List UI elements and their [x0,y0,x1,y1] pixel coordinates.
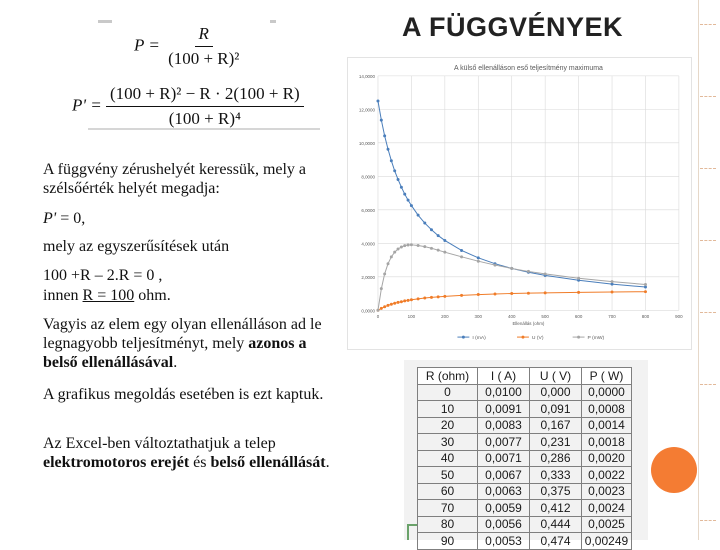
data-point [376,309,379,312]
table-row [418,401,632,418]
table-row [418,533,632,550]
cell-power: 0,0023 [582,483,632,500]
paragraph-conclusion [43,315,343,372]
formula-derivative [72,84,304,129]
cell-current: 0,0067 [478,467,530,484]
data-point [410,243,413,246]
y-tick-label: 4,0000 [361,241,375,247]
formula-power [134,24,243,69]
x-tick-label: 200 [441,314,449,320]
excel-end: . [325,454,330,471]
data-point [383,305,386,308]
formula-lhs: P' = [72,95,102,115]
data-point [400,186,403,189]
border-dash [700,168,716,169]
data-point [437,234,440,237]
x-tick-label: 400 [508,314,516,320]
formula-lhs: P = [134,35,160,55]
cell-resistance: 30 [418,434,478,451]
cell-resistance: 60 [418,483,478,500]
y-tick-label: 14,0000 [358,73,375,79]
formula-denominator: (100 + R)² [168,49,240,68]
power-maximum-chart [347,57,692,350]
data-point [577,291,580,294]
cell-voltage: 0,444 [530,516,582,533]
data-point [430,228,433,231]
table-row [418,467,632,484]
x-tick-label: 100 [407,314,416,320]
cell-current: 0,0063 [478,483,530,500]
data-point [430,296,433,299]
data-point [410,204,413,207]
data-point [387,148,390,151]
data-point [400,245,403,248]
cell-resistance: 70 [418,500,478,517]
cell-resistance: 40 [418,450,478,467]
cell-voltage: 0,333 [530,467,582,484]
header-current: I ( A) [478,368,530,385]
data-point [443,251,446,254]
table-row [418,483,632,500]
data-point [443,295,446,298]
cell-current: 0,0059 [478,500,530,517]
legend-label: I (mA) [472,336,486,342]
paragraph-result [43,286,343,305]
data-point [644,283,647,286]
table-row [418,516,632,533]
formula-fraction [164,24,243,69]
x-tick-label: 800 [641,314,650,320]
cell-power: 0,0020 [582,450,632,467]
y-tick-label: 12,0000 [358,107,375,113]
data-point [423,222,426,225]
table-header-row [418,368,632,385]
data-point [510,292,513,295]
data-point [443,239,446,242]
data-point [577,277,580,280]
data-point [544,272,547,275]
data-point [510,267,513,270]
cell-current: 0,0077 [478,434,530,451]
data-point [477,260,480,263]
cell-power: 0,0018 [582,434,632,451]
legend-label: U (V) [531,336,544,342]
data-point [403,299,406,302]
border-dash [700,24,716,25]
data-point [390,255,393,258]
y-tick-label: 2,0000 [361,274,375,280]
x-tick-label: 700 [608,314,616,320]
data-point [477,256,480,259]
data-point [383,272,386,275]
data-point [423,245,426,248]
table-row [418,500,632,517]
cell-resistance: 0 [418,384,478,401]
data-point [390,159,393,162]
data-point [477,293,480,296]
result-unit: ohm. [134,287,171,304]
data-point [397,178,400,181]
data-point [376,100,379,103]
data-point [644,290,647,293]
legend-marker [577,336,580,339]
data-point [400,300,403,303]
data-point [393,169,396,172]
formula-denominator: (100 + R)⁴ [168,109,241,128]
cell-resistance: 90 [418,533,478,550]
cell-voltage: 0,474 [530,533,582,550]
data-point [527,270,530,273]
data-point [494,293,497,296]
data-point [407,299,410,302]
decorative-green-mark [407,524,417,540]
x-tick-label: 500 [541,314,549,320]
excel-emphasis-resistance: belső ellenállását [210,454,326,471]
slide-title: A FÜGGVÉNYEK [402,12,624,42]
conclusion-end: . [173,354,178,371]
data-point [397,301,400,304]
measurement-table [417,367,632,550]
data-point [407,199,410,202]
cell-voltage: 0,000 [530,384,582,401]
paragraph-equation: 100 +R – 2.R = 0 , [43,267,163,284]
data-point [460,294,463,297]
cell-power: 0,0022 [582,467,632,484]
formula-numerator: R [195,24,213,47]
legend-label: P (mW) [587,336,605,342]
equals-zero: = 0, [56,210,86,227]
faded-mark [98,20,112,23]
x-tick-label: 0 [376,314,380,320]
cell-voltage: 0,412 [530,500,582,517]
data-point [544,291,547,294]
table-row [418,450,632,467]
cell-power: 0,0008 [582,401,632,418]
data-point [393,251,396,254]
data-point [410,298,413,301]
paragraph-simplification: mely az egyszerűsítések után [43,238,230,255]
formula-fraction [106,84,304,129]
cell-power: 0,00249 [582,533,632,550]
paragraph-excel [43,434,343,472]
x-axis-label: Ellenállás (ohm) [512,321,545,327]
cell-power: 0,0000 [582,384,632,401]
cell-current: 0,0053 [478,533,530,550]
data-point [403,193,406,196]
data-point [380,287,383,290]
cell-current: 0,0091 [478,401,530,418]
chart-title: A külső ellenálláson eső teljesítmény maximuma [454,64,603,72]
data-point [397,248,400,251]
data-point [417,214,420,217]
data-point [387,262,390,265]
border-dash [700,384,716,385]
y-tick-label: 6,0000 [361,207,375,213]
cell-current: 0,0100 [478,384,530,401]
excel-text: Az Excel-ben változtathatjuk a telep [43,435,276,452]
data-point [387,304,390,307]
border-dash [700,520,716,521]
paragraph-derivative-zero [43,209,343,228]
paragraph-graphical: A grafikus megoldás esetében is ezt kaptuk. [43,386,324,403]
table-row [418,434,632,451]
data-point [403,244,406,247]
cell-voltage: 0,091 [530,401,582,418]
data-point [380,307,383,310]
data-point [407,243,410,246]
y-tick-label: 10,0000 [358,140,375,146]
decorative-orange-circle [651,447,697,493]
paragraph-zero-search: A függvény zérushelyét keressük, mely a szélsőérték helyét megadja: [43,161,307,197]
conclusion-text: Vagyis az elem egy olyan ellenálláson ad le legnagyobb teljesítményt, mely [43,316,322,352]
legend-marker [521,336,524,339]
cell-voltage: 0,231 [530,434,582,451]
data-point [423,297,426,300]
data-point [494,264,497,267]
data-point [437,295,440,298]
cell-power: 0,0014 [582,417,632,434]
data-point [430,247,433,250]
formula-numerator: (100 + R)² − R · 2(100 + R) [106,84,304,107]
excel-emphasis-emf: elektromotoros erejét [43,454,190,471]
data-point [611,280,614,283]
header-resistance: R (ohm) [418,368,478,385]
result-prefix: innen [43,287,83,304]
cell-resistance: 10 [418,401,478,418]
x-tick-label: 600 [574,314,583,320]
table-row [418,417,632,434]
x-tick-label: 300 [474,314,483,320]
cell-resistance: 50 [418,467,478,484]
result-value: R = 100 [82,287,135,304]
derivative-symbol: P' [43,210,57,227]
legend-marker [462,336,465,339]
excel-and: és [189,454,211,471]
data-point [527,292,530,295]
data-point [460,249,463,252]
conclusion-emphasis: azonos a belső ellenállásával [43,335,307,371]
table-row [418,384,632,401]
border-dash [700,96,716,97]
data-point [380,119,383,122]
slide-right-border [698,0,720,540]
header-voltage: U ( V) [530,368,582,385]
x-tick-label: 900 [675,314,683,320]
y-tick-label: 0,0000 [361,308,375,314]
cell-power: 0,0024 [582,500,632,517]
data-point [437,249,440,252]
data-point [393,302,396,305]
cell-voltage: 0,286 [530,450,582,467]
data-point [611,291,614,294]
cell-current: 0,0071 [478,450,530,467]
cell-current: 0,0083 [478,417,530,434]
data-point [417,297,420,300]
data-point [383,134,386,137]
cell-current: 0,0056 [478,516,530,533]
cell-voltage: 0,167 [530,417,582,434]
data-point [460,255,463,258]
border-dash [700,312,716,313]
cell-resistance: 80 [418,516,478,533]
faded-mark [270,20,276,23]
data-point [417,244,420,247]
cell-power: 0,0025 [582,516,632,533]
cell-voltage: 0,375 [530,483,582,500]
y-tick-label: 8,0000 [361,174,375,180]
data-point [390,303,393,306]
header-power: P ( W) [582,368,632,385]
cell-resistance: 20 [418,417,478,434]
border-dash [700,240,716,241]
